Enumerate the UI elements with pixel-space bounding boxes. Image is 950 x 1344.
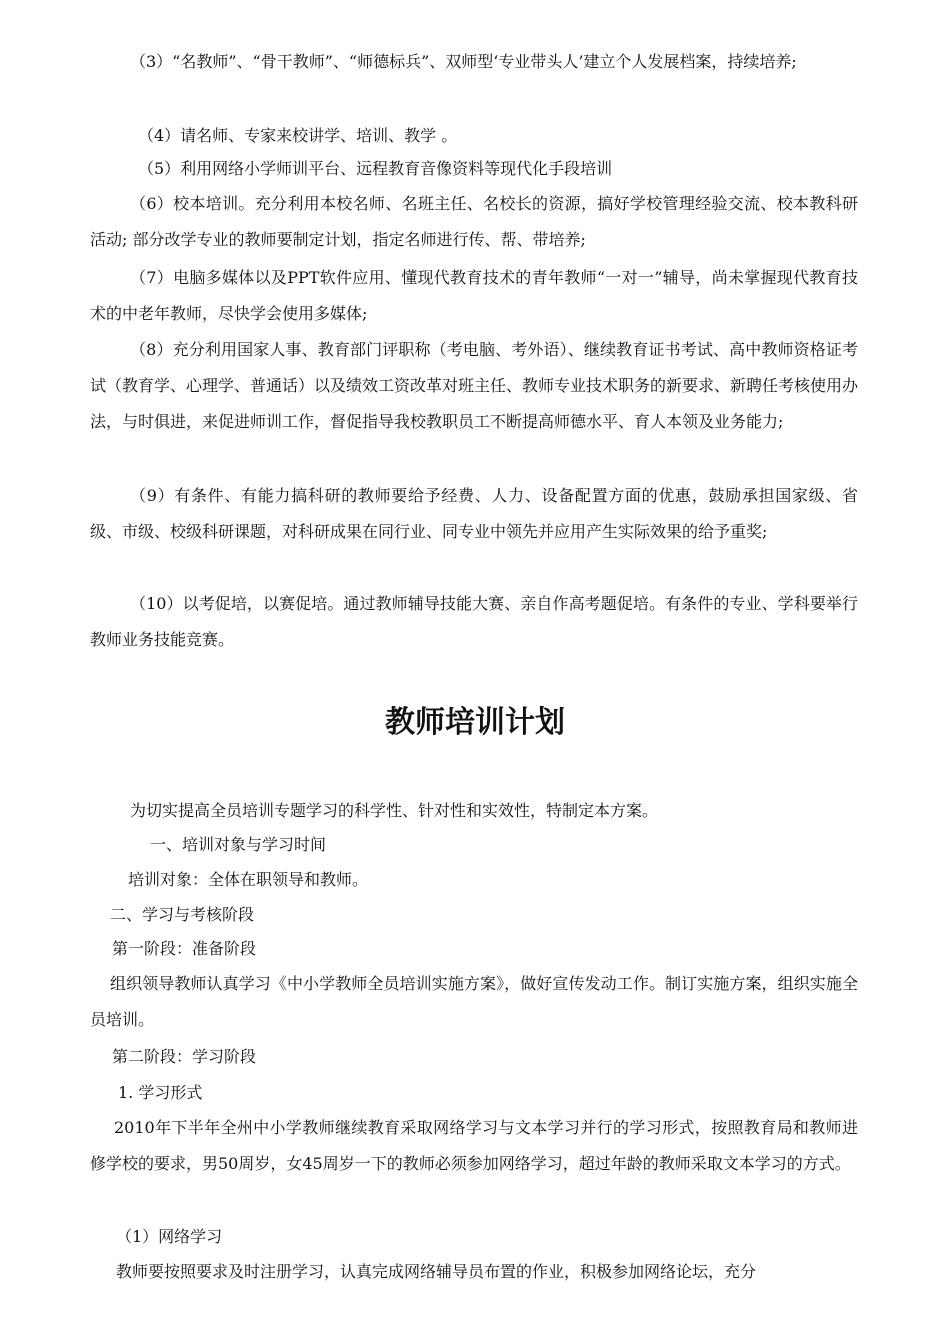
item-5: （5）利用网络小学师训平台、远程教育音像资料等现代化手段培训 bbox=[138, 159, 613, 178]
item-7: （7）电脑多媒体以及PPT软件应用、懂现代教育技术的青年教师“一对一”辅导，尚未掌握现代教育技术的中老年教师，尽快学会使用多媒体; bbox=[90, 268, 858, 323]
online-text: 教师要按照要求及时注册学习，认真完成网络辅导员布置的作业，积极参加网络论坛，充分 bbox=[116, 1262, 757, 1281]
section-1-heading: 一、培训对象与学习时间 bbox=[150, 835, 327, 854]
stage-2-heading: 第二阶段：学习阶段 bbox=[112, 1047, 257, 1066]
online-heading: （1）网络学习 bbox=[116, 1227, 223, 1246]
item-8: （8）充分利用国家人事、教育部门评职称（考电脑、考外语）、继续教育证书考试、高中教师资格证考试（教育学、心理学、普通话）以及绩效工资改革对班主任、教师专业技术职务的新要求、新聘任考核使用办法，与时俱进，来促进师训工作，督促指导我校教职员工不断提高师德水平、育人本领及业务能力; bbox=[90, 340, 859, 431]
item-6: （6）校本培训。充分利用本校名师、名班主任、名校长的资源，搞好学校管理经验交流、校本教科研活动; 部分改学专业的教师要制定计划，指定名师进行传、帮、带培养; bbox=[90, 194, 858, 249]
item-9: （9）有条件、有能力搞科研的教师要给予经费、人力、设备配置方面的优惠，鼓励承担国家级、省级、市级、校级科研课题，对科研成果在同行业、同专业中领先并应用产生实际效果的给予重奖; bbox=[90, 486, 858, 541]
stage-1-heading: 第一阶段：准备阶段 bbox=[112, 939, 257, 958]
form-text: 2010年下半年全州中小学教师继续教育采取网络学习与文本学习并行的学习形式，按照教育局和教师进修学校的要求，男50周岁，女45周岁一下的教师必须参加网络学习，超过年龄的教师采取文本学习的方式。 bbox=[90, 1118, 858, 1173]
section-2-heading: 二、学习与考核阶段 bbox=[110, 905, 255, 924]
trainees-text: 培训对象：全体在职领导和教师。 bbox=[128, 870, 369, 889]
form-heading: 1. 学习形式 bbox=[118, 1083, 203, 1102]
document-title: 教师培训计划 bbox=[385, 705, 565, 740]
item-3: （3）“名教师”、“骨干教师”、“师德标兵”、双师型‘专业带头人’建立个人发展档案，持续培养; bbox=[130, 52, 797, 71]
stage-1-text: 组织领导教师认真学习《中小学教师全员培训实施方案》，做好宣传发动工作。制订实施方案，组织实施全员培训。 bbox=[90, 974, 858, 1029]
intro-text: 为切实提高全员培训专题学习的科学性、针对性和实效性，特制定本方案。 bbox=[130, 801, 659, 820]
item-10: （10）以考促培，以赛促培。通过教师辅导技能大赛、亲自作高考题促培。有条件的专业、学科要举行教师业务技能竞赛。 bbox=[90, 594, 858, 649]
item-4: （4）请名师、专家来校讲学、培训、教学 。 bbox=[138, 126, 458, 145]
